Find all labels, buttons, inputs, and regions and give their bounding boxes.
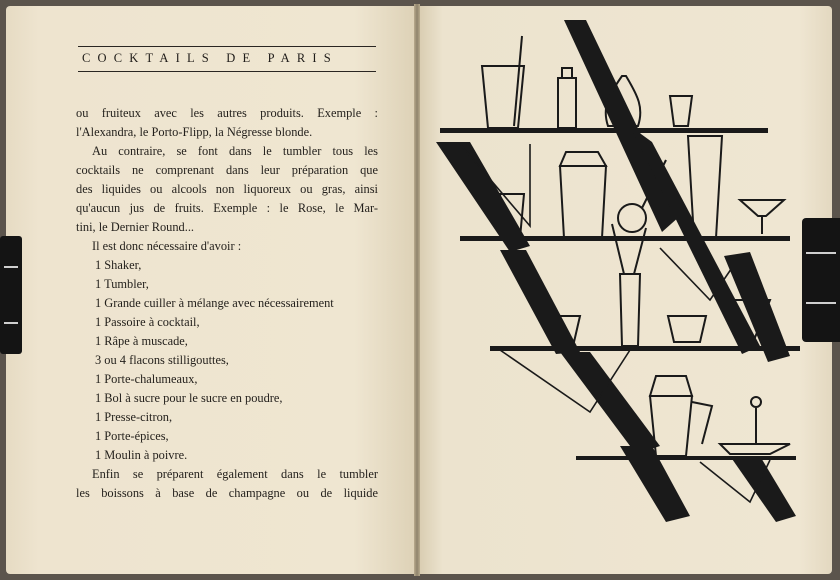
list-item: 1 Moulin à poivre.: [95, 448, 188, 462]
text-line: tini, le Dernier Round...: [76, 220, 195, 234]
text-line: des liquides ou alcools non liquoreux ou gras, ainsi: [76, 182, 378, 196]
text-line: Au contraire, se font dans le tumbler tous les: [92, 144, 378, 158]
diagonal-stripes: [436, 20, 796, 522]
clip-wire: [4, 266, 18, 268]
book-gutter: [414, 4, 420, 576]
list-item: 1 Porte-épices,: [95, 429, 169, 443]
list-item: 1 Bol à sucre pour le sucre en poudre,: [95, 391, 283, 405]
list-item: 3 ou 4 flacons stilligouttes,: [95, 353, 229, 367]
list-item: 1 Râpe à muscade,: [95, 334, 188, 348]
bar-shelves-illustration: [430, 16, 810, 536]
list-item: 1 Porte-chalumeaux,: [95, 372, 198, 386]
running-head: [78, 46, 376, 72]
list-item: 1 Grande cuiller à mélange avec nécessairement: [95, 296, 334, 310]
text-line: cocktails ne comprenant dans leur préparation que: [76, 163, 378, 177]
list-item: 1 Presse-citron,: [95, 410, 173, 424]
list-item: 1 Shaker,: [95, 258, 142, 272]
text-line: les boissons à base de champagne ou de liquide: [76, 486, 378, 500]
list-item: 1 Tumbler,: [95, 277, 149, 291]
text-line: qu'aucun jus de fruits. Exemple : le Rose, le Mar-: [76, 201, 378, 215]
binder-clip-left: [0, 236, 22, 354]
clip-wire: [806, 252, 836, 254]
running-head-text: COCKTAILS DE PARIS: [82, 51, 338, 65]
page-text: [76, 104, 378, 503]
text-line: l'Alexandra, le Porto-Flipp, la Négresse blonde.: [76, 125, 313, 139]
clip-wire: [806, 302, 836, 304]
list-item: 1 Passoire à cocktail,: [95, 315, 200, 329]
text-line: Il est donc nécessaire d'avoir :: [92, 239, 242, 253]
clip-wire: [4, 322, 18, 324]
text-line: ou fruiteux avec les autres produits. Exemple :: [76, 106, 378, 120]
text-line: Enfin se préparent également dans le tumbler: [92, 467, 378, 481]
